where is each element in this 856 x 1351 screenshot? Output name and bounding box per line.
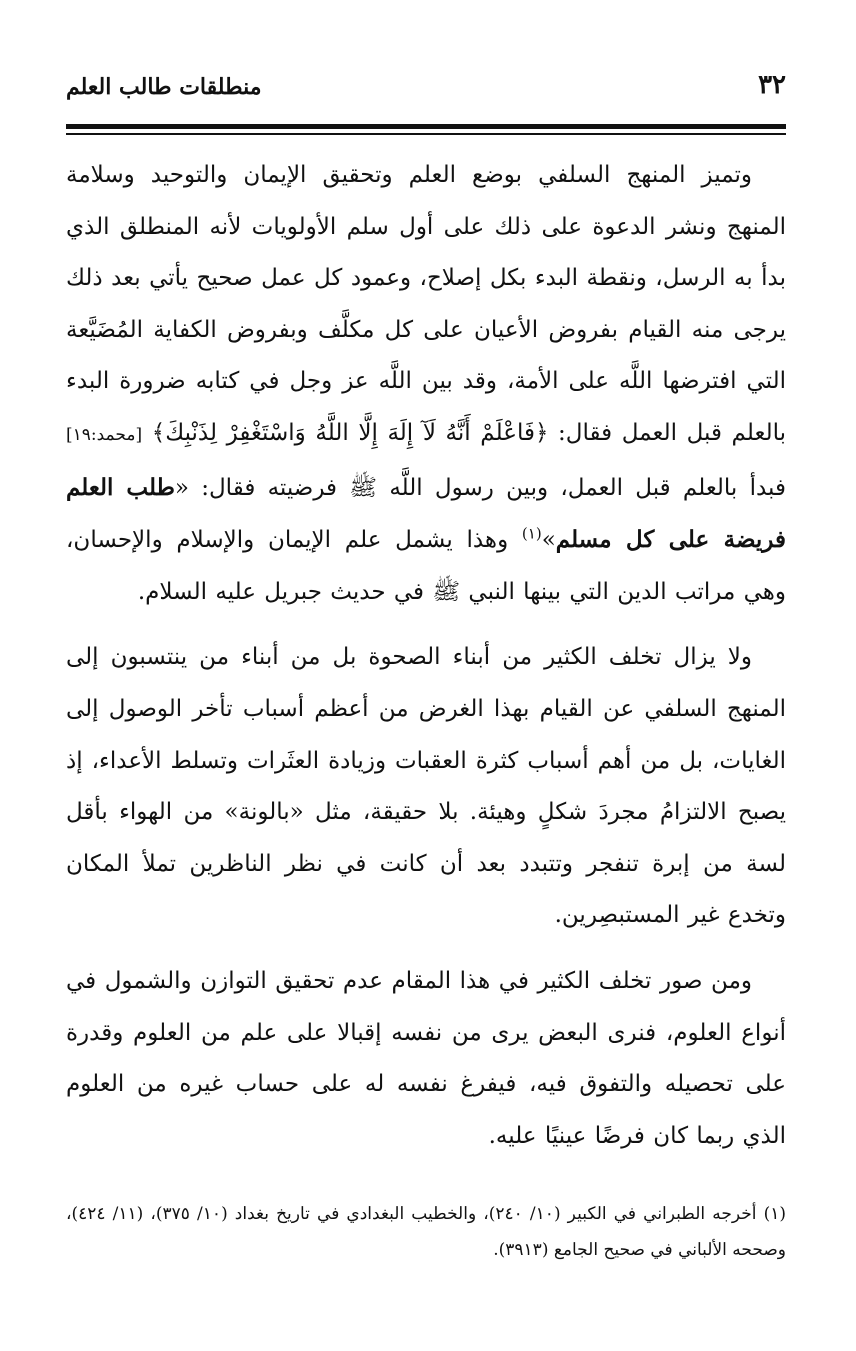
quran-verse: ﴿فَاعْلَمْ أَنَّهُ لَآ إِلَهَ إِلَّا اللَّهُ وَاسْتَغْفِرْ لِذَنْبِكَ﴾ (151, 419, 549, 446)
header-rule-thin (66, 133, 786, 135)
paragraph-1-intro: وتميز المنهج السلفي بوضع العلم وتحقيق الإيمان والتوحيد وسلامة المنهج ونشر الدعوة على ذلك على أول سلم الأولويات لأنه المنطلق الذي بدأ به الرسل، ونقطة البدء بكل إصلاح، وعمود كل عمل صحيح يأتي بعد ذلك يرجى منه القيام بفروض الأعيان على كل مكلَّف وبفروض الكفاية المُضَيَّعة التي افترضها اللَّه على الأمة، وقد بين اللَّه عز وجل في كتابه ضرورة البدء بالعلم قبل العمل فقال: (66, 162, 786, 446)
paragraph-1 (66, 150, 786, 618)
header-rule-thick (66, 124, 786, 129)
hadith-close-quote: » (541, 527, 556, 554)
running-title: منطلقات طالب العلم (66, 74, 262, 100)
page-header (66, 68, 786, 108)
body-text (66, 150, 786, 1176)
book-page (66, 0, 786, 1351)
paragraph-1-middle: فبدأ بالعلم قبل العمل، وبين رسول اللَّه ﷺ فرضيته فقال: « (174, 474, 786, 501)
hadith-text: طلب العلم فريضة على كل مسلم (66, 473, 786, 554)
footnote-marker: (١) (521, 524, 542, 543)
paragraph-2: ولا يزال تخلف الكثير من أبناء الصحوة بل من أبناء من ينتسبون إلى المنهج السلفي عن القيام بهذا الغرض من أعظم أسباب تأخر الوصول إلى الغايات، بل من أهم أسباب كثرة العقبات وزيادة العثَرات وتسلط الأعداء، إذ يصبح الالتزامُ مجردَ شكلٍ وهيئة. بلا حقيقة، مثل «بالونة» من الهواء بأقل لسة من إبرة تنفجر وتتبدد بعد أن كانت في نظر الناظرين تملأ المكان وتخدع غير المستبصِرين. (66, 644, 786, 929)
quran-reference: [محمد:١٩] (66, 424, 143, 445)
page-number: ٣٢ (758, 70, 786, 100)
footnote: (١) أخرجه الطبراني في الكبير (١٠/ ٢٤٠)، والخطيب البغدادي في تاريخ بغداد (١٠/ ٣٧٥)، (١١/ ٤٢٤)، وصححه الألباني في صحيح الجامع (٣٩١٣). (66, 1204, 787, 1260)
paragraph-1-closing: وهذا يشمل علم الإيمان والإسلام والإحسان، وهي مراتب الدين التي بينها النبي ﷺ في حديث جبريل عليه السلام. (66, 527, 786, 605)
paragraph-3: ومن صور تخلف الكثير في هذا المقام عدم تحقيق التوازن والشمول في أنواع العلوم، فنرى البعض يرى من نفسه إقبالا على علم من العلوم وقدرة على تحصيله والتفوق فيه، فيفرغ نفسه له على حساب غيره من العلوم الذي ربما كان فرضًا عينيًا عليه. (66, 967, 786, 1149)
